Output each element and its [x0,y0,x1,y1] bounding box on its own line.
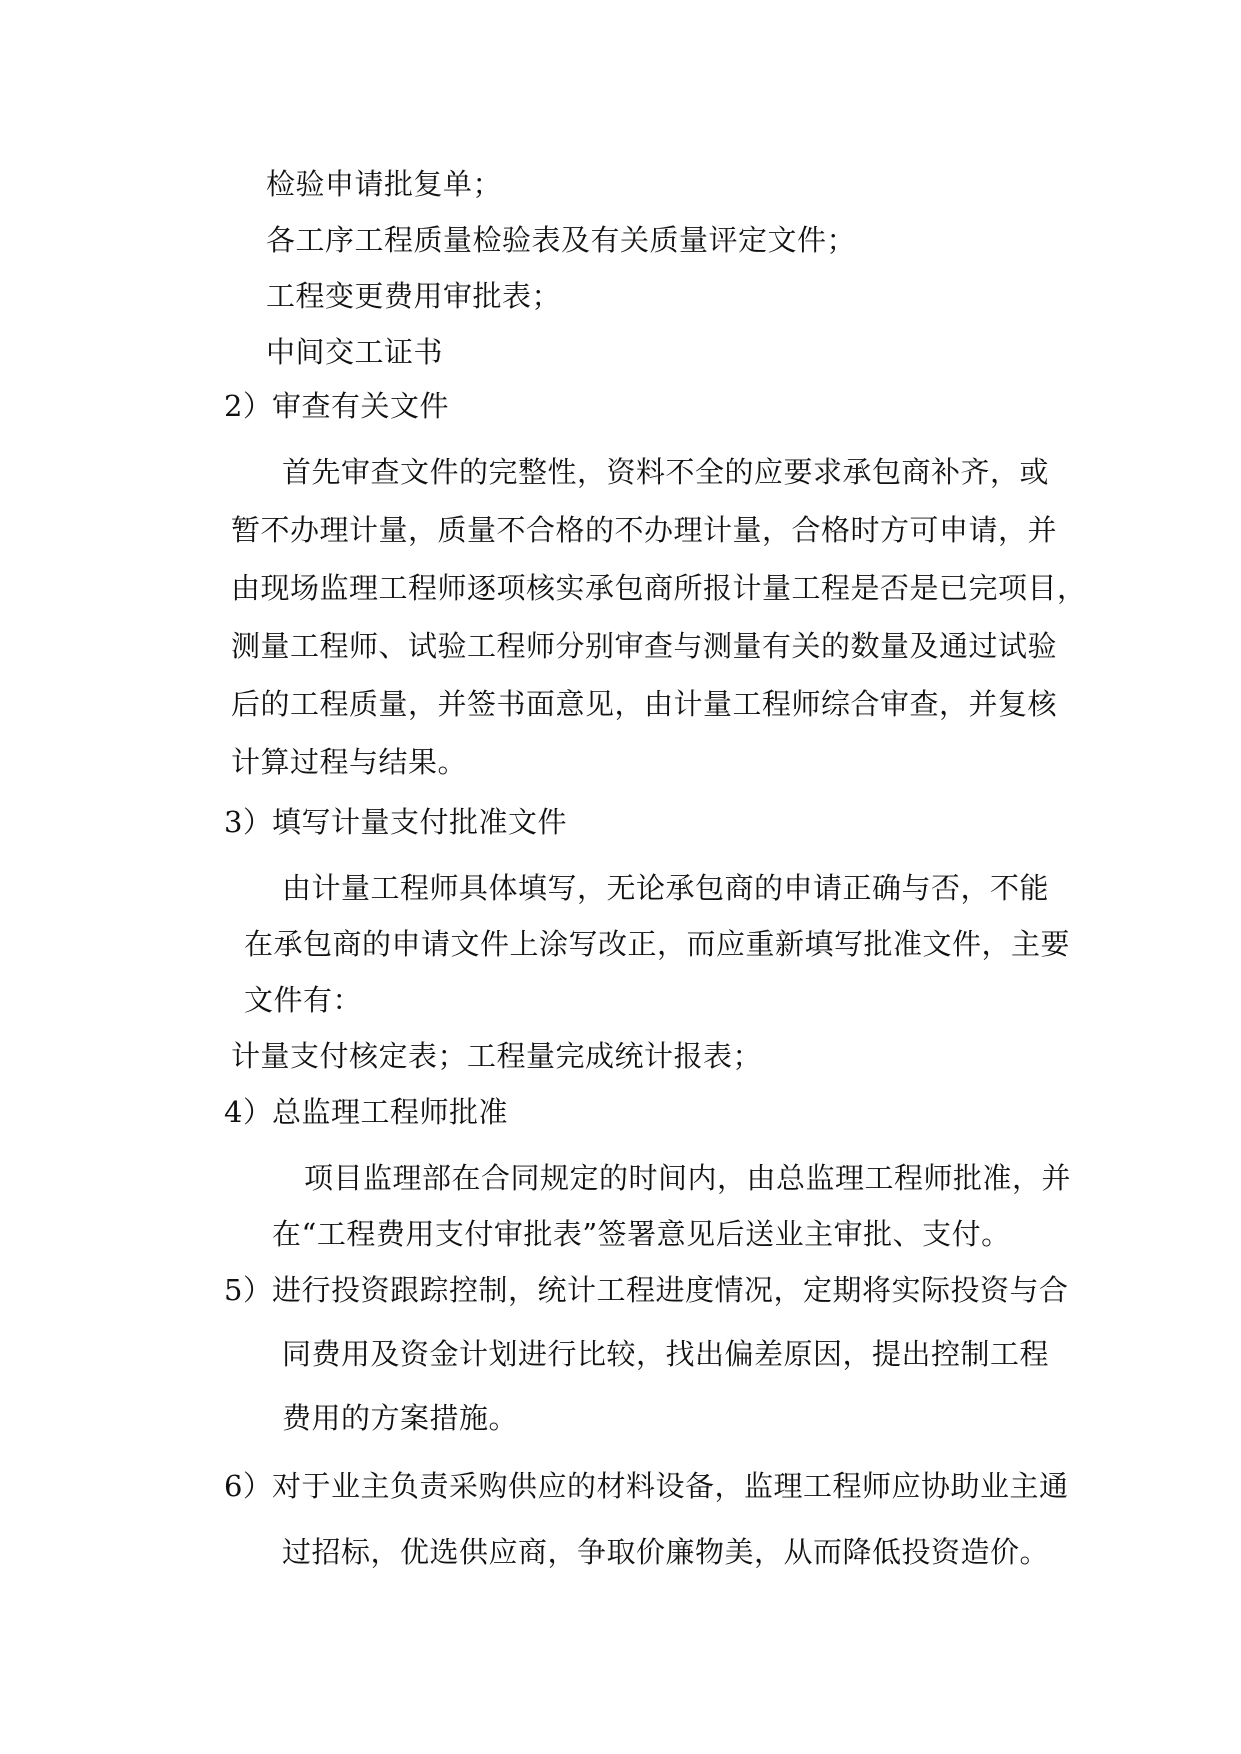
list-item: 检验申请批复单； [266,167,503,201]
paragraph-line: 同费用及资金计划进行比较，找出偏差原因，提出控制工程 [282,1337,1050,1371]
list-item: 中间交工证书 [266,335,444,369]
paragraph-line: 测量工程师、试验工程师分别审查与测量有关的数量及通过试验 [231,629,1058,663]
section-title: 总监理工程师批准 [272,1095,509,1129]
paragraph-line: 计算过程与结果。 [231,745,468,779]
section-heading [224,1094,508,1130]
paragraph-line: 在“工程费用支付审批表”签署意见后送业主审批、支付。 [272,1217,1011,1251]
paragraph-line: 由计量工程师具体填写，无论承包商的申请正确与否，不能 [282,871,1050,905]
paragraph-line: 暂不办理计量，质量不合格的不办理计量，合格时方可申请，并 [231,513,1058,547]
section-title: 填写计量支付批准文件 [272,805,568,839]
section-heading [224,804,567,840]
section-heading [224,388,449,424]
section-number: 6） [224,1469,273,1503]
paragraph-line: 由现场监理工程师逐项核实承包商所报计量工程是否是已完项目， [231,571,1087,605]
list-item: 工程变更费用审批表； [266,279,562,313]
section-heading [224,1272,1069,1308]
list-item: 各工序工程质量检验表及有关质量评定文件； [266,223,857,257]
section-number: 3） [224,805,273,839]
section-text: 进行投资跟踪控制，统计工程进度情况，定期将实际投资与合 [272,1273,1069,1307]
paragraph-line: 计量支付核定表；工程量完成统计报表； [231,1039,763,1073]
section-text: 对于业主负责采购供应的材料设备，监理工程师应协助业主通 [272,1469,1069,1503]
section-heading [224,1468,1069,1504]
section-title: 审查有关文件 [272,389,450,423]
paragraph-line: 文件有： [244,983,363,1017]
section-number: 5） [224,1273,273,1307]
section-number: 2） [224,389,273,423]
paragraph-line: 在承包商的申请文件上涂写改正，而应重新填写批准文件，主要 [244,927,1071,961]
paragraph-line: 首先审查文件的完整性，资料不全的应要求承包商补齐，或 [282,455,1050,489]
section-number: 4） [224,1095,273,1129]
paragraph-line: 费用的方案措施。 [282,1401,519,1435]
paragraph-line: 项目监理部在合同规定的时间内，由总监理工程师批准，并 [304,1161,1072,1195]
paragraph-line: 过招标，优选供应商，争取价廉物美，从而降低投资造价。 [282,1535,1050,1569]
paragraph-line: 后的工程质量，并签书面意见，由计量工程师综合审查，并复核 [231,687,1058,721]
